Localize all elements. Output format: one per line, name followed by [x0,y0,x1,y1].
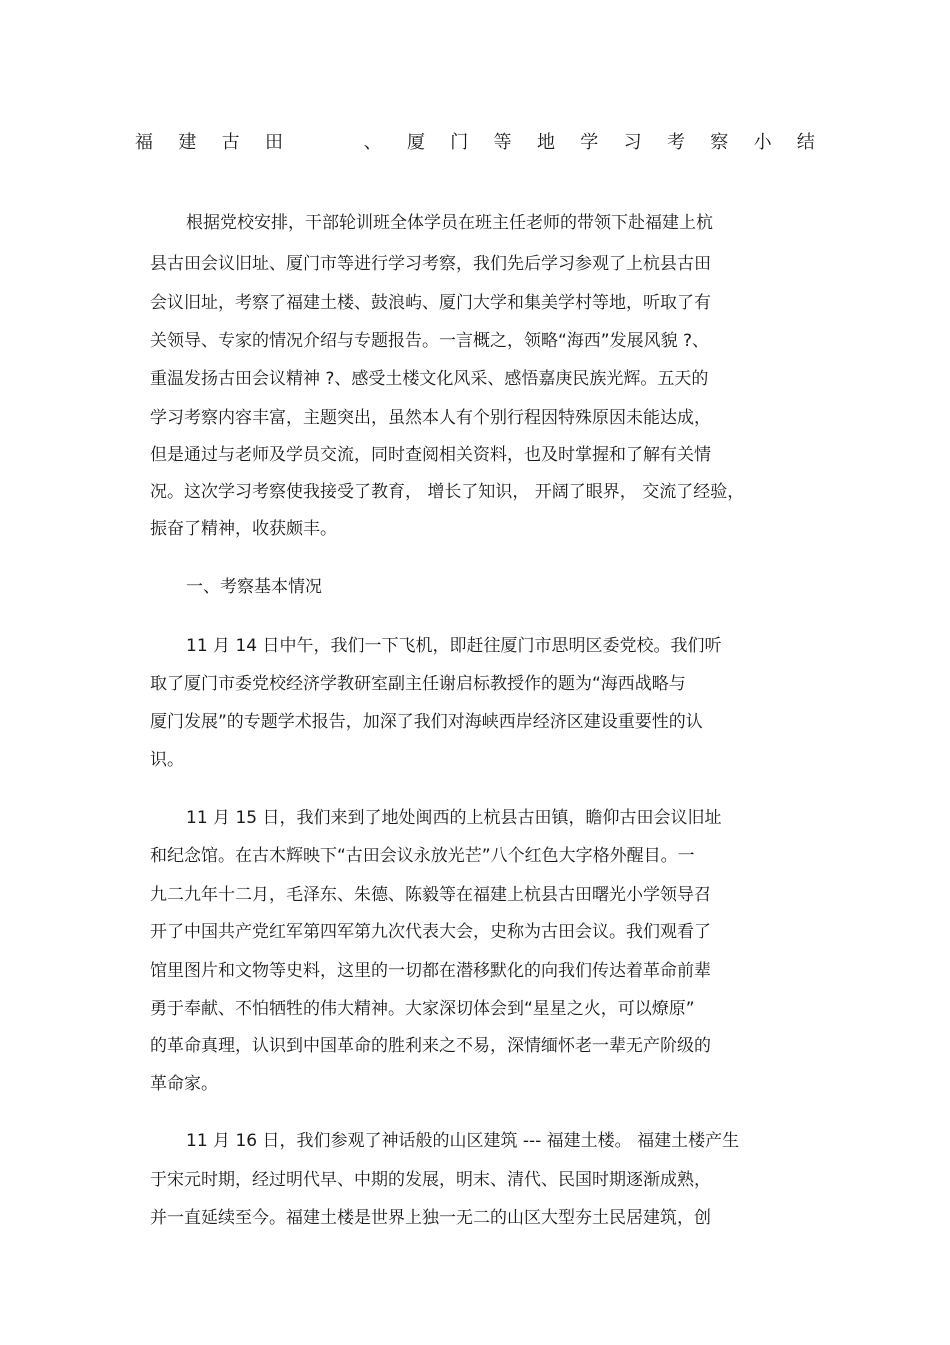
body-line: 关领导、专家的情况介绍与专题报告。一言概之，领略“海西”发展风貌 ?、 [150,331,710,351]
body-line: 并一直延续至今。福建土楼是世界上独一无二的山区大型夯土民居建筑，创 [150,1208,711,1228]
body-line: 重温发扬古田会议精神 ?、感受土楼文化风采、感悟嘉庚民族光辉。五天的 [150,369,709,389]
document-title [135,128,815,154]
title-char: 等 [493,132,512,153]
body-line: 学习考察内容丰富，主题突出，虽然本人有个别行程因特殊原因未能达成， [150,408,711,428]
title-gap [308,128,338,154]
body-line: 振奋了精神，收获颇丰。 [150,519,337,539]
body-line: 会议旧址，考察了福建土楼、鼓浪屿、厦门大学和集美学村等地，听取了有 [150,293,711,313]
body-line: 馆里图片和文物等史料，这里的一切都在潜移默化的向我们传达着革命前辈 [150,961,711,981]
title-char: 察 [710,132,729,153]
title-char: 厦 [406,132,425,153]
title-char: 习 [623,132,642,153]
title-char: 田 [264,132,283,153]
body-line: 11 月 16 日，我们参观了神话般的山区建筑 --- 福建土楼。 福建土楼产生 [186,1131,740,1151]
title-char: 门 [450,132,469,153]
title-char: 古 [221,132,240,153]
body-line: 根据党校安排，干部轮训班全体学员在班主任老师的带领下赴福建上杭 [186,213,713,233]
body-line: 和纪念馆。在古木辉映下“古田会议永放光芒”八个红色大字格外醒目。一 [150,846,695,866]
title-char: 地 [536,132,555,153]
body-line: 11 月 14 日中午，我们一下飞机，即赶往厦门市思明区委党校。我们听 [186,636,722,656]
body-line: 识。 [150,750,184,770]
body-line: 11 月 15 日，我们来到了地处闽西的上杭县古田镇，瞻仰古田会议旧址 [186,808,722,828]
title-char: 结 [796,132,815,153]
title-char: 福 [135,132,153,153]
body-line: 但是通过与老师及学员交流，同时查阅相关资料，也及时掌握和了解有关情 [150,445,711,465]
body-line: 革命家。 [150,1074,218,1094]
body-line: 县古田会议旧址、厦门市等进行学习考察，我们先后学习参观了上杭县古田 [150,254,711,274]
body-line: 取了厦门市委党校经济学教研室副主任谢启标教授作的题为“海西战略与 [150,674,686,694]
title-char: 、 [363,132,382,153]
body-line: 的革命真理，认识到中国革命的胜利来之不易，深情缅怀老一辈无产阶级的 [150,1036,711,1056]
body-line: 于宋元时期，经过明代早、中期的发展，明末、清代、民国时期逐渐成熟， [150,1170,711,1190]
body-line: 厦门发展”的专题学术报告，加深了我们对海峡西岸经济区建设重要性的认 [150,712,703,732]
title-char: 学 [580,132,599,153]
body-line: 勇于奉献、不怕牺牲的伟大精神。大家深切体会到“星星之火，可以燎原” [150,999,695,1019]
body-line: 九二九年十二月，毛泽东、朱德、陈毅等在福建上杭县古田曙光小学领导召 [150,885,711,905]
title-char: 小 [753,132,772,153]
title-char: 建 [178,132,197,153]
body-line: 开了中国共产党红军第四军第九次代表大会，史称为古田会议。我们观看了 [150,922,711,942]
body-line: 况。这次学习考察使我接受了教育， 增长了知识， 开阔了眼界， 交流了经验， [150,482,745,502]
title-char: 考 [666,132,685,153]
section-heading: 一、考察基本情况 [186,577,322,597]
